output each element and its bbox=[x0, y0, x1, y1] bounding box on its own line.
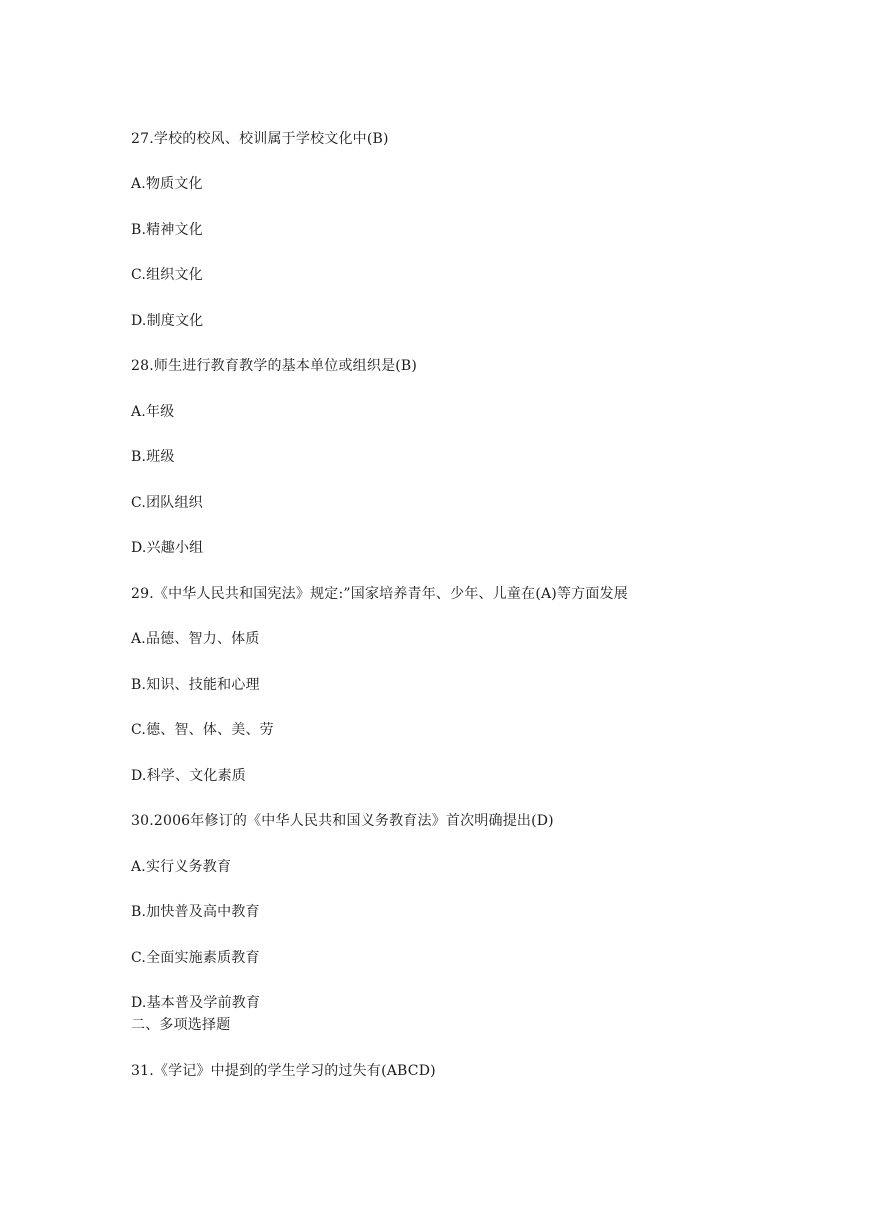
question-27-option-c: C.组织文化 bbox=[131, 267, 203, 283]
question-28-option-d: D.兴趣小组 bbox=[131, 540, 204, 556]
question-29-stem: 29.《中华人民共和国宪法》规定:”国家培养青年、少年、儿童在(A)等方面发展 bbox=[131, 586, 628, 602]
question-27-option-d: D.制度文化 bbox=[131, 313, 204, 329]
question-30-option-c: C.全面实施素质教育 bbox=[131, 950, 260, 966]
question-29-option-d: D.科学、文化素质 bbox=[131, 768, 246, 784]
question-28-option-c: C.团队组织 bbox=[131, 495, 203, 511]
question-30-option-b: B.加快普及高中教育 bbox=[131, 904, 260, 920]
question-30-option-d: D.基本普及学前教育 bbox=[131, 995, 261, 1011]
question-27-stem: 27.学校的校风、校训属于学校文化中(B) bbox=[131, 131, 389, 147]
question-30-option-a: A.实行义务教育 bbox=[131, 859, 232, 875]
question-29-option-b: B.知识、技能和心理 bbox=[131, 677, 260, 693]
question-28-stem: 28.师生进行教育教学的基本单位或组织是(B) bbox=[131, 358, 418, 374]
question-29-option-c: C.德、智、体、美、劳 bbox=[131, 722, 274, 738]
question-28-option-b: B.班级 bbox=[131, 449, 175, 465]
section-heading: 二、多项选择题 bbox=[131, 1017, 231, 1033]
question-30-stem: 30.2006年修订的《中华人民共和国义务教育法》首次明确提出(D) bbox=[131, 813, 554, 829]
question-29-option-a: A.品德、智力、体质 bbox=[131, 631, 260, 647]
question-31-stem: 31.《学记》中提到的学生学习的过失有(ABCD) bbox=[131, 1063, 436, 1079]
question-27-option-b: B.精神文化 bbox=[131, 222, 203, 238]
question-27-option-a: A.物质文化 bbox=[131, 176, 203, 192]
question-28-option-a: A.年级 bbox=[131, 404, 175, 420]
